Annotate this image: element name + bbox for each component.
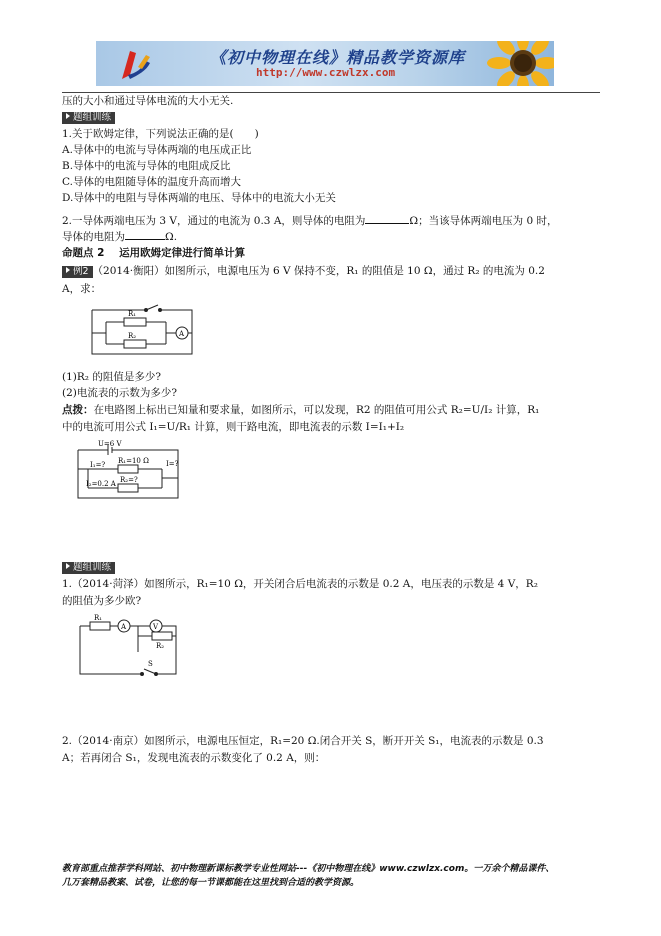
s2-q1-line2: 的阻值为多少欧?: [62, 595, 142, 607]
header-banner: [96, 41, 554, 86]
footer-line2: 几万套精品教案、试卷，让您的每一节课都能在这里找到合适的教学资源。: [62, 878, 360, 888]
s2-q1-line1: 1.（2014·菏泽）如图所示，R₁=10 Ω，开关闭合后电流表的示数是 0.2 A，电压表的示数是 4 V，R₂: [62, 578, 538, 590]
circuit1-r2-label: R₂: [128, 332, 137, 340]
question-2-line1: 2.一导体两端电压为 3 V，通过的电流为 0.3 A，则导体的电阻为 Ω；当该导体两端电压为 0 时，: [62, 215, 558, 227]
circuit3-r1-label: R₁: [94, 614, 103, 622]
circuit3-ammeter-label: A: [121, 623, 127, 631]
example-line1: 例2 （2014·衡阳）如图所示，电源电压为 6 V 保持不变，R₁ 的阻值是 10 Ω，通过 R₂ 的电流为 0.2: [62, 264, 545, 278]
topic-heading: 命题点 2 运用欧姆定律进行简单计算: [62, 247, 246, 259]
header-title: 《初中物理在线》精品教学资源库: [210, 48, 466, 67]
answer-blank[interactable]: [125, 229, 165, 240]
sub-question-1: (1)R₂ 的阻值是多少?: [62, 371, 161, 383]
circuit2-r1-label: R₁=10 Ω: [118, 457, 149, 465]
logo-icon: [116, 45, 156, 85]
circuit2-i2-label: I₂=0.2 A: [86, 480, 116, 488]
option-c: C.导体的电阻随导体的温度升高而增大: [62, 176, 241, 188]
header-rule: [62, 92, 600, 93]
circuit3-voltmeter-label: V: [153, 623, 159, 631]
circuit3-r2-label: R₂: [156, 642, 165, 650]
circuit3-switch-label: S: [148, 660, 153, 668]
option-b: B.导体中的电流与导体的电阻成反比: [62, 160, 231, 172]
s2-q2-line1: 2.（2014·南京）如图所示，电源电压恒定，R₁=20 Ω.闭合开关 S，断开开关 S₁，电流表的示数是 0.3: [62, 735, 544, 747]
circuit1-ammeter-label: A: [179, 330, 185, 338]
circuit2-i-label: I=?: [166, 460, 179, 468]
circuit-diagram-2: [74, 436, 186, 506]
answer-blank[interactable]: [365, 213, 409, 224]
footer-line1: 教育部重点推荐学科网站、初中物理新课标教学专业性网站---《初中物理在线》www.czwlzx.com。一万余个精品课件、: [62, 864, 555, 874]
hint-line2: 中的电流可用公式 I₁=U/R₁ 计算，则干路电流，即电流表的示数 I=I₁+I₂: [62, 421, 405, 433]
sub-question-2: (2)电流表的示数为多少?: [62, 387, 178, 399]
question-stem: 1.关于欧姆定律，下列说法正确的是( ): [62, 128, 259, 140]
circuit2-i1-label: I₁=?: [90, 461, 106, 469]
example-line2: A，求：: [62, 283, 102, 295]
section-tag: 题组训练: [62, 562, 115, 574]
question-2-line2: 导体的电阻为 Ω.: [62, 231, 178, 243]
circuit2-voltage-label: U=6 V: [98, 440, 122, 448]
circuit-diagram-1: [88, 300, 198, 358]
circuit1-r1-label: R₁: [128, 310, 137, 318]
option-a: A.导体中的电流与导体两端的电压成正比: [62, 144, 252, 156]
hint-line1: 点拨：在电路图上标出已知量和要求量，如图所示，可以发现，R2 的阻值可用公式 R₂=U/I₂ 计算，R₁: [62, 404, 540, 416]
example-tag: 例2: [62, 266, 93, 278]
option-d: D.导体中的电阻与导体两端的电压、导体中的电流大小无关: [62, 192, 336, 204]
intro-line: 压的大小和通过导体电流的大小无关.: [62, 95, 234, 107]
sunflower-icon: [478, 41, 554, 86]
footer: [62, 862, 602, 890]
circuit2-r2-label: R₂=?: [120, 476, 138, 484]
header-url: http://www.czwlzx.com: [256, 66, 396, 79]
section-tag: 题组训练: [62, 112, 115, 124]
s2-q2-line2: A；若再闭合 S₁，发现电流表的示数变化了 0.2 A，则：: [62, 752, 326, 764]
circuit-diagram-3: [76, 612, 186, 678]
